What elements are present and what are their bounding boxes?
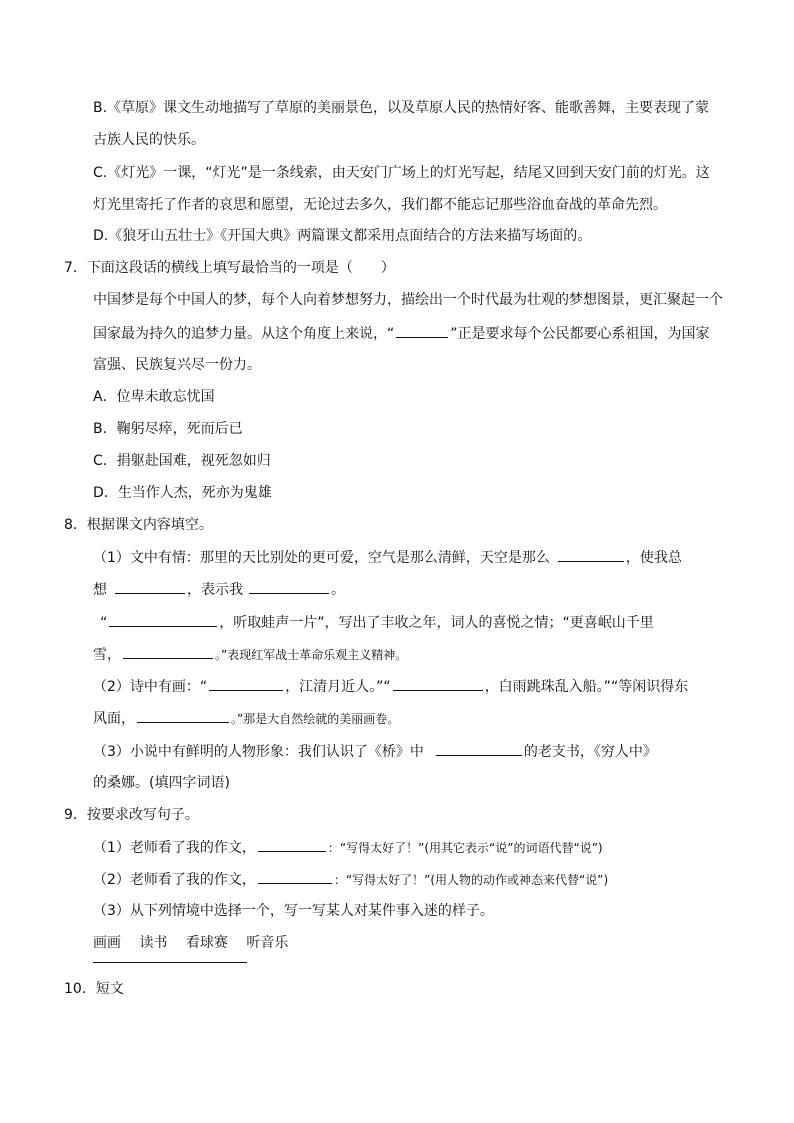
q8-blank-6[interactable]: [209, 676, 283, 691]
q6-option-b-line1: B.《草原》课文生动地描写了草原的美丽景色，以及草原人民的热情好客、能歌善舞，主要表现了蒙: [93, 100, 710, 116]
q9-part2: [93, 869, 608, 890]
q9-part3: （3）从下列情境中选择一个，写一写某人对某件事入迷的样子。: [93, 903, 494, 919]
q10-title: 10．短文: [64, 981, 124, 997]
q7-option-d[interactable]: D．生当作人杰，死亦为鬼雄: [93, 485, 272, 501]
q8-part3-line1: [93, 741, 657, 762]
q8-part1-line2-a: 想: [93, 582, 107, 598]
q8-part1-line4-b: 。”表现红军战士革命乐观主义精神。: [215, 648, 408, 662]
q9-part2-a: （2）老师看了我的作文，: [93, 872, 256, 888]
q8-blank-8[interactable]: [137, 708, 229, 723]
q6-option-b-line2: 古族人民的快乐。: [93, 132, 205, 148]
q8-part2-line1-a: （2）诗中有画：“: [93, 679, 208, 695]
q8-part3-line1-a: （3）小说中有鲜明的人物形象：我们认识了《桥》中: [93, 744, 424, 760]
q8-blank-5[interactable]: [123, 644, 213, 659]
q9-part1: [93, 837, 603, 858]
q8-part1-line4-a: 雪，: [93, 647, 121, 663]
q8-part2-line2-b: 。”那是大自然绘就的美丽画卷。: [231, 712, 400, 726]
q8-part1-line2-b: ，表示我: [187, 582, 243, 598]
q7-paragraph-line2-b: ”正是要求每个公民都要心系祖国，为国家: [450, 326, 710, 342]
q8-part1-line2: [93, 579, 345, 600]
q8-part1-line1-a: （1）文中有情：那里的天比别处的更可爱，空气是那么清鲜，天空是那么: [93, 550, 550, 566]
q8-part1-line1-b: ，使我总: [625, 550, 682, 566]
q7-paragraph-line1: 中国梦是每个中国人的梦，每个人向着梦想努力，描绘出一个时代最为壮观的梦想图景，更汇聚起一个: [93, 292, 723, 308]
q7-paragraph-line2-a: 国家最为持久的追梦力量。从这个角度上来说，“: [93, 326, 395, 342]
q8-part2-line2-a: 风面，: [93, 711, 135, 727]
q9-choice-1: 画画: [93, 935, 121, 951]
q7-option-b[interactable]: B．鞠躬尽瘁，死而后已: [93, 421, 243, 437]
q9-answer-line[interactable]: [93, 962, 247, 963]
q6-option-c-line1: C.《灯光》一课，“灯光”是一条线索，由天安门广场上的灯光写起，结尾又回到天安门前的灯光。这: [93, 165, 710, 181]
q7-title: 7．下面这段话的横线上填写最恰当的一项是（ ）: [64, 260, 395, 276]
q8-part2-line2: [93, 708, 399, 729]
q9-part1-a: （1）老师看了我的作文，: [93, 840, 256, 856]
q8-part1-line1: [93, 547, 682, 568]
q8-part3-line1-b: 的老支书，《穷人中》: [523, 744, 657, 760]
q7-option-a[interactable]: A．位卑未敢忘忧国: [93, 389, 215, 405]
q8-blank-7[interactable]: [393, 676, 483, 691]
q8-part3-line2: 的桑娜。(填四字词语): [93, 775, 230, 791]
q8-blank-2[interactable]: [115, 579, 185, 594]
q8-part2-line1-c: ，白雨跳珠乱入船。”“等闲识得东: [484, 679, 689, 695]
q8-part1-line3-a: “: [100, 615, 108, 631]
q9-title: 9．按要求改写句子。: [64, 807, 199, 823]
q9-choice-2: 读书: [139, 935, 168, 951]
q8-blank-3[interactable]: [249, 579, 329, 594]
q8-part2-line1: [93, 676, 688, 697]
q8-part2-line1-b: ，江清月近人。”“: [285, 679, 391, 695]
q8-title: 8．根据课文内容填空。: [64, 517, 213, 533]
q8-part1-line3: [100, 612, 654, 633]
q9-part2-b: ：“写得太好了！”(用人物的动作或神态来代替“说”): [333, 873, 609, 887]
q9-blank-2[interactable]: [258, 869, 332, 884]
q9-choices: [93, 933, 302, 953]
q8-part1-line3-b: ，听取蛙声一片”，写出了丰收之年，词人的喜悦之情；“更喜岷山千里: [219, 615, 654, 631]
q9-part1-b: ：“写得太好了！”(用其它表示“说”的词语代替“说”): [327, 841, 603, 855]
q8-part1-line4: [93, 644, 407, 665]
q8-blank-1[interactable]: [558, 547, 624, 562]
q8-blank-9[interactable]: [436, 741, 522, 756]
q7-paragraph-line3: 富强、民族复兴尽一份力。: [93, 357, 261, 373]
q7-option-c[interactable]: C．捐躯赴国难，视死忽如归: [93, 453, 271, 469]
q9-blank-1[interactable]: [258, 837, 326, 852]
q7-paragraph-line2: [93, 323, 710, 344]
q9-choice-3: 看球赛: [185, 935, 228, 951]
q6-option-c-line2: 灯光里寄托了作者的哀思和愿望，无论过去多久，我们都不能忘记那些浴血奋战的革命先烈。: [93, 197, 667, 213]
q6-option-d: D.《狼牙山五壮士》《开国大典》两篇课文都采用点面结合的方法来描写场面的。: [93, 228, 592, 244]
q9-choice-4: 听音乐: [246, 935, 289, 951]
q8-blank-4[interactable]: [109, 612, 217, 627]
q8-part1-line2-c: 。: [331, 582, 345, 598]
q7-blank[interactable]: [396, 323, 448, 338]
